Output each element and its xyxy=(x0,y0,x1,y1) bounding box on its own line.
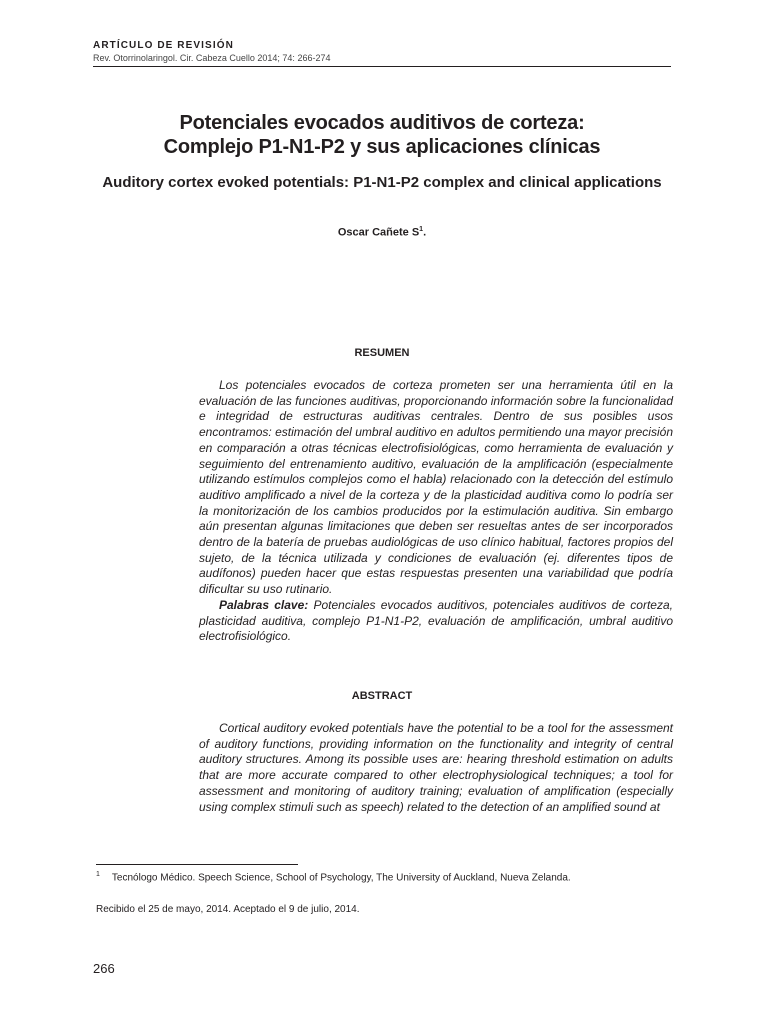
abstract-text xyxy=(199,721,673,815)
article-title-english: Auditory cortex evoked potentials: P1-N1-P2 complex and clinical applications xyxy=(102,174,662,191)
resumen-heading: RESUMEN xyxy=(354,347,410,359)
article-title-spanish xyxy=(93,111,671,159)
footnote-mark: 1 xyxy=(96,871,100,878)
abstract-heading: ABSTRACT xyxy=(351,690,413,702)
journal-reference: Rev. Otorrinolaringol. Cir. Cabeza Cuello 2014; 74: 266-274 xyxy=(93,53,331,63)
keywords-label: Palabras clave: xyxy=(219,597,309,612)
author-line xyxy=(93,226,671,239)
section-label: ARTÍCULO DE REVISIÓN xyxy=(93,40,234,51)
resumen-body: Los potenciales evocados de corteza prometen ser una herramienta útil en la evaluación de las funciones auditivas, proporcionando información sobre la funcionalidad e integridad de estructuras auditivas centrales. Dentro de sus posibles usos encontramos: estimación del umbral auditivo en adultos permitiendo una mayor precisión en comparación a otras técnicas electrofisiológicas, como herramienta de evaluación y seguimiento del entrenamiento auditivo, evaluación de la amplificación (especialmente utilizando estímulos complejos como el habla) relacionado con la detección del estímulo auditivo amplificado a nivel de la corteza y de la plasticidad auditiva como lo podría ser la monitorización de los cambios producidos por la estimulación auditiva. Sin embargo aún presentan algunas limitaciones que deben ser resueltas antes de ser incorporados dentro de la batería de pruebas audiológicas de uso clínico habitual, factores propios del sujeto, de la técnica utilizada y condiciones de evaluación (ej. diferentes tipos de audífonos) pueden hacer que estas respuestas presenten una variabilidad que podría dificultar su uso rutinario. xyxy=(199,378,673,597)
title-line-2: Complejo P1-N1-P2 y sus aplicaciones clínicas xyxy=(163,136,601,158)
title-line-1: Potenciales evocados auditivos de corteza: xyxy=(179,112,585,134)
header-rule xyxy=(93,66,671,67)
author-name: Oscar Cañete S xyxy=(337,226,420,239)
received-dates: Recibido el 25 de mayo, 2014. Aceptado el 9 de julio, 2014. xyxy=(96,904,360,915)
author-suffix: . xyxy=(423,226,427,239)
page-number: 266 xyxy=(93,961,115,976)
footnote-rule xyxy=(96,864,298,865)
keywords-text: Potenciales evocados auditivos, potenciales auditivos de corteza, plasticidad auditiva, complejo P1-N1-P2, evaluación de amplificación, umbral auditivo electrofisiológico. xyxy=(199,597,673,644)
footnote xyxy=(96,871,571,883)
abstract-body: Cortical auditory evoked potentials have the potential to be a tool for the assessment of auditory functions, providing information on the functionality and integrity of central auditory structures. Among its possible uses are: hearing threshold estimation on adults that are more accurate compared to other electrophysiological techniques; a tool for assessment and monitoring of auditory training; evaluation of amplification (especially using complex stimuli such as speech) related to the detection of an amplified sound at xyxy=(199,721,673,814)
author-affiliation-mark: 1 xyxy=(419,226,424,233)
resumen-text xyxy=(199,378,673,645)
footnote-text: Tecnólogo Médico. Speech Science, School of Psychology, The University of Auckland, Nueva Zelanda. xyxy=(111,872,571,884)
